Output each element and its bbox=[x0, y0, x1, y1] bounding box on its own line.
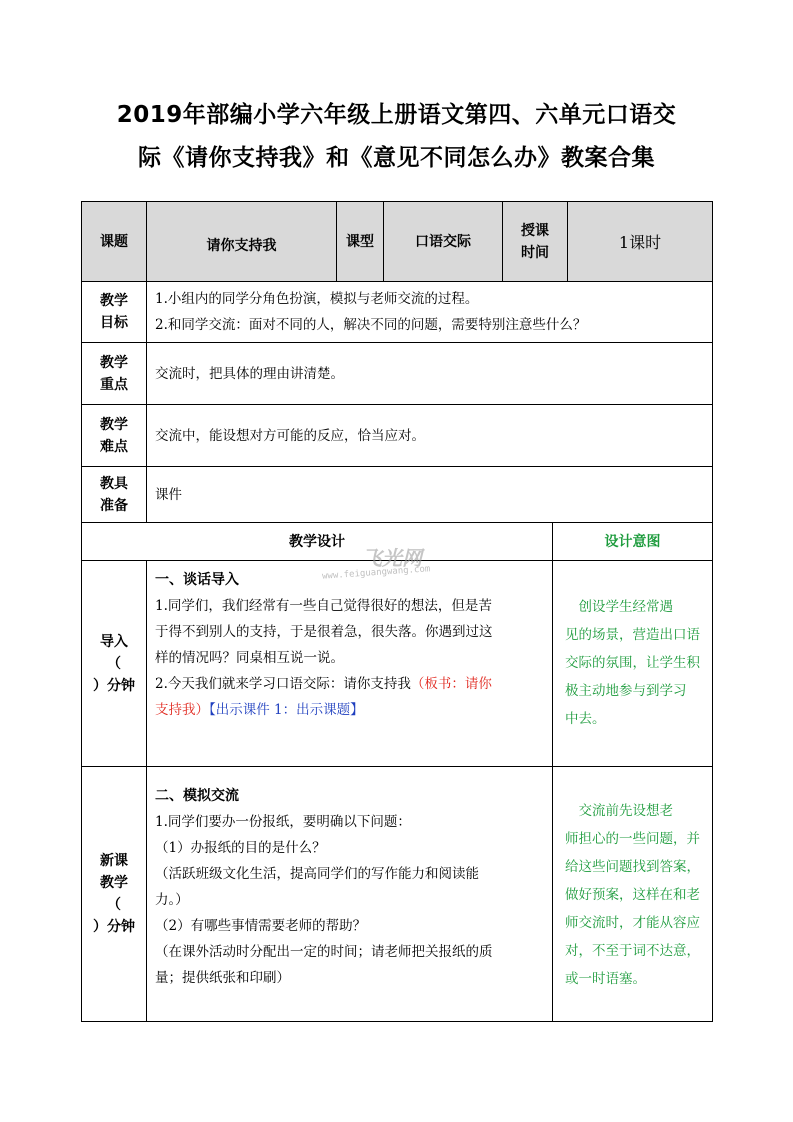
materials-content: 课件 bbox=[146, 466, 713, 523]
board-note: （板书：请你 bbox=[410, 676, 492, 692]
new-lesson-content: 二、模拟交流 1.同学们要办一份报纸，要明确以下问题： （1）办报纸的目的是什么？ （活跃班级文化生活，提高同学们的写作能力和阅读能 力。） （2）有哪些事情需要老师的帮助？ （在课外活动时分配出一定的时间；请老师把关报纸的质 量；提供纸张和印刷） bbox=[146, 766, 553, 1022]
design-intent-header: 设计意图 bbox=[552, 522, 713, 561]
difficulties-content: 交流中，能设想对方可能的反应，恰当应对。 bbox=[146, 404, 713, 467]
time-value: 1课时 bbox=[567, 201, 713, 282]
materials-label: 教具 准备 bbox=[81, 466, 147, 523]
type-label: 课型 bbox=[336, 201, 384, 282]
lesson-plan-table bbox=[81, 201, 713, 1022]
teaching-design-header: 教学设计 bbox=[81, 522, 553, 561]
goal-item: 1.小组内的同学分角色扮演，模拟与老师交流的过程。 bbox=[155, 291, 479, 307]
goals-content bbox=[146, 281, 713, 343]
type-value: 口语交际 bbox=[383, 201, 503, 282]
intro-heading: 一、谈话导入 bbox=[155, 572, 239, 588]
time-label: 授课 时间 bbox=[502, 201, 568, 282]
intro-design-intent: 创设学生经常遇 见的场景，营造出口语 交际的氛围，让学生积 极主动地参与到学习 中去。 bbox=[552, 560, 713, 767]
new-lesson-design-intent: 交流前先设想老 师担心的一些问题，并 给这些问题找到答案， 做好预案，这样在和老 师交流时，才能从容应 对，不至于词不达意， 或一时语塞。 bbox=[552, 766, 713, 1022]
topic-value: 请你支持我 bbox=[146, 201, 337, 282]
courseware-note: 【出示课件 1：出示课题】 bbox=[209, 702, 364, 718]
intro-content: 一、谈话导入 1.同学们，我们经常有一些自己觉得很好的想法，但是苦 于得不到别人的支持，于是很着急，很失落。你遇到过这 样的情况吗？同桌相互说一说。 2.今天我们就来学习口语交际：请你支持我（板书：请你 支持我）【出示课件 1：出示课题】 bbox=[146, 560, 553, 767]
new-lesson-heading: 二、模拟交流 bbox=[155, 788, 239, 804]
document-title-line-2: 际《请你支持我》和《意见不同怎么办》教案合集 bbox=[138, 145, 655, 171]
document-title-line-1: 2019年部编小学六年级上册语文第四、六单元口语交 bbox=[116, 102, 677, 128]
goal-item: 2.和同学交流：面对不同的人，解决不同的问题，需要特别注意些什么？ bbox=[155, 317, 587, 333]
key-points-content: 交流时，把具体的理由讲清楚。 bbox=[146, 342, 713, 405]
new-lesson-label: 新课 教学 （ ）分钟 bbox=[81, 766, 147, 1022]
topic-label: 课题 bbox=[81, 201, 147, 282]
goals-label: 教学 目标 bbox=[81, 281, 147, 343]
key-points-label: 教学 重点 bbox=[81, 342, 147, 405]
site-watermark: 飞光网 www.feiguangwang.com bbox=[321, 546, 431, 582]
intro-label: 导入 （ ）分钟 bbox=[81, 560, 147, 767]
difficulties-label: 教学 难点 bbox=[81, 404, 147, 467]
